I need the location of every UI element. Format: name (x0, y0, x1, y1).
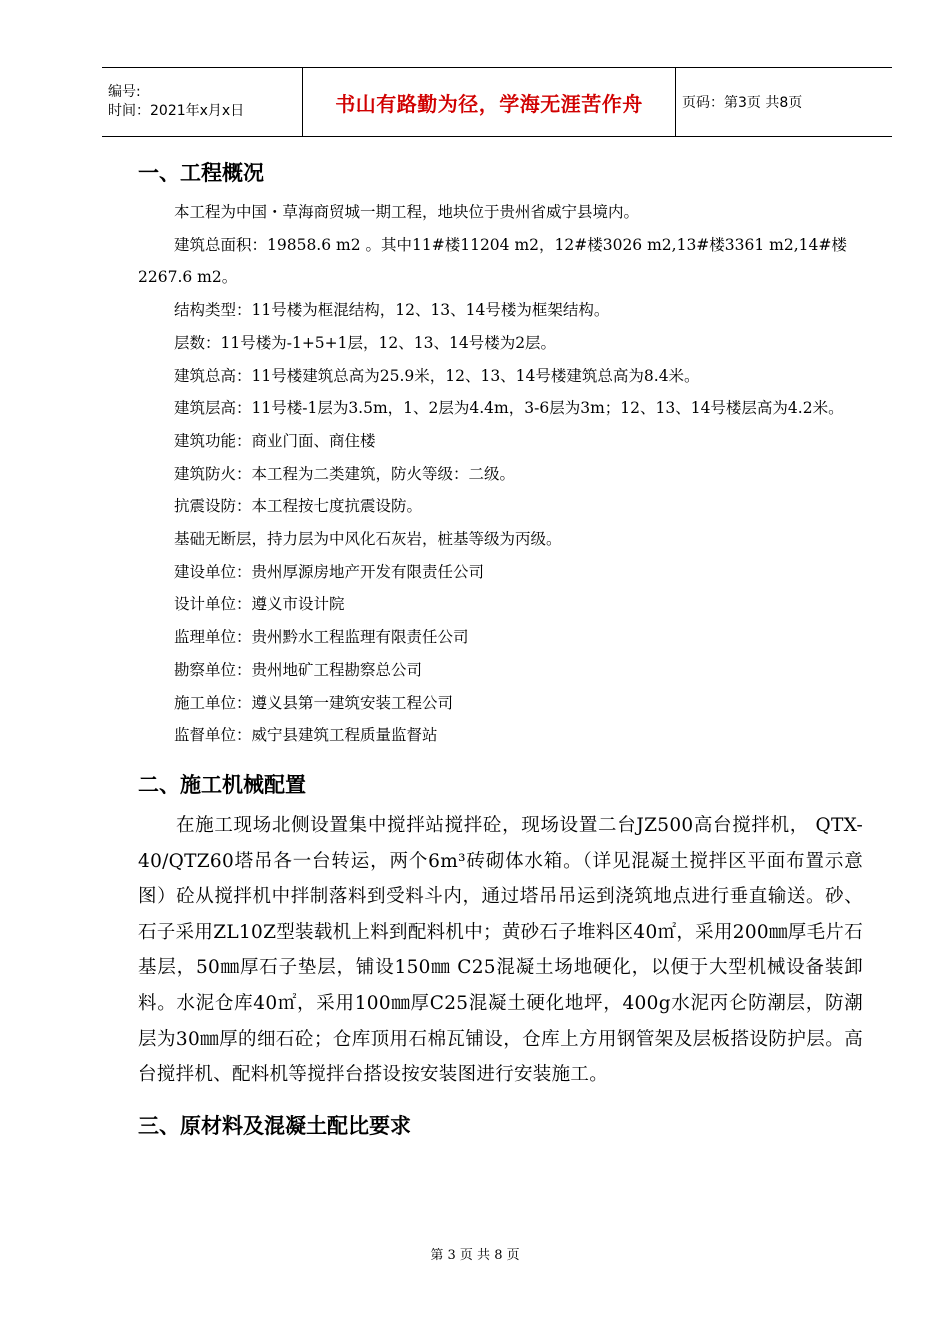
paragraph: 层数：11号楼为-1+5+1层，12、13、14号楼为2层。 (174, 333, 557, 352)
header-meta (102, 68, 303, 137)
paragraph: 结构类型：11号楼为框混结构，12、13、14号楼为框架结构。 (174, 301, 610, 320)
paragraph: 勘察单位：贵州地矿工程勘察总公司 (174, 660, 423, 679)
section-overview-body (138, 196, 863, 752)
paragraph: 建筑总面积：19858.6 m2 。其中11#楼11204 m2，12#楼3026 m2,13#楼3361 m2,14#楼2267.6 m2。 (138, 235, 847, 287)
paragraph: 建筑总高：11号楼建筑总高为25.9米，12、13、14号楼建筑总高为8.4米。 (174, 366, 700, 385)
paragraph: 建设单位：贵州厚源房地产开发有限责任公司 (174, 562, 485, 581)
paragraph: 建筑功能：商业门面、商住楼 (174, 431, 376, 450)
paragraph: 建筑防火：本工程为二类建筑，防火等级：二级。 (174, 464, 516, 483)
document-body (138, 150, 863, 1149)
paragraph: 监督单位：威宁县建筑工程质量监督站 (174, 726, 438, 745)
section-machinery-body (138, 808, 863, 1093)
document-number: 编号: (108, 84, 141, 100)
paragraph: 在施工现场北侧设置集中搅拌站搅拌砼，现场设置二台JZ500高台搅拌机， QTX-40/QTZ60塔吊各一台转运，两个6m³砖砌体水箱。（详见混凝土搅拌区平面布置示意图）砼从搅拌机中拌制落料到受料斗内，通过塔吊吊运到浇筑地点进行垂直输送。砂、石子采用ZL10Z型装载机上料到配料机中；黄砂石子堆料区40㎡，采用200㎜厚毛片石基层，50㎜厚石子垫层，铺设150㎜ C25混凝土场地硬化，以便于大型机械设备装卸料。水泥仓库40㎡，采用100㎜厚C25混凝土硬化地坪，400g水泥丙仑防潮层，防潮层为30㎜厚的细石砼；仓库顶用石棉瓦铺设，仓库上方用钢管架及层板搭设防护层。高台搅拌机、配料机等搅拌台搭设按安装图进行安装施工。 (138, 814, 863, 1086)
section-heading-overview: 一、工程概况 (138, 161, 264, 185)
paragraph: 基础无断层，持力层为中风化石灰岩，桩基等级为丙级。 (174, 530, 562, 549)
page-header (102, 67, 892, 137)
document-date: 时间：2021年x月x日 (108, 103, 245, 119)
header-page-number: 页码：第3页 共8页 (676, 68, 893, 137)
header-motto: 书山有路勤为径，学海无涯苦作舟 (303, 68, 676, 137)
paragraph: 建筑层高：11号楼-1层为3.5m，1、2层为4.4m，3-6层为3m；12、13、14号楼层高为4.2米。 (174, 399, 844, 418)
paragraph: 监理单位：贵州黔水工程监理有限责任公司 (174, 628, 469, 647)
paragraph: 本工程为中国・草海商贸城一期工程，地块位于贵州省威宁县境内。 (174, 203, 640, 221)
section-heading-machinery: 二、施工机械配置 (138, 772, 306, 797)
paragraph: 抗震设防：本工程按七度抗震设防。 (174, 497, 423, 516)
paragraph: 设计单位：遵义市设计院 (174, 595, 345, 614)
paragraph: 施工单位：遵义县第一建筑安装工程公司 (174, 693, 454, 712)
page-footer: 第 3 页 共 8 页 (430, 1248, 520, 1263)
section-heading-materials: 三、原材料及混凝土配比要求 (138, 1113, 411, 1138)
